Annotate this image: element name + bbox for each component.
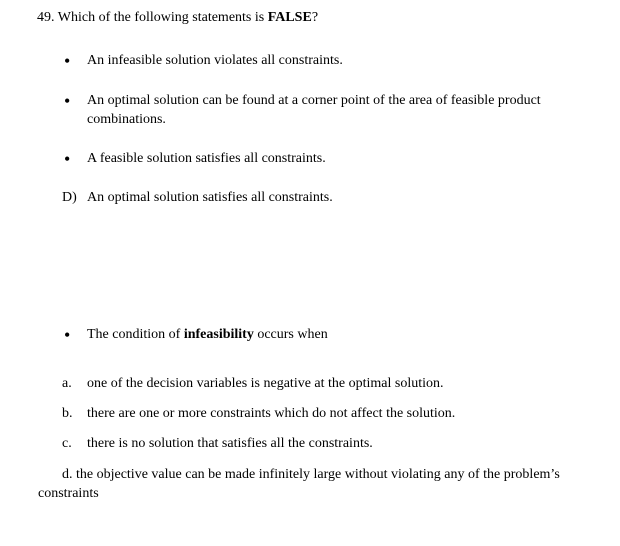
option-1-text: An infeasible solution violates all constraints. xyxy=(87,53,343,68)
option-b-text: there are one or more constraints which do not affect the solution. xyxy=(87,406,456,421)
option-2-line-1: An optimal solution can be found at a corner point of the area of feasible product xyxy=(87,93,541,108)
bullet-icon: • xyxy=(64,91,71,111)
question-49-text: Which of the following statements is xyxy=(57,10,265,25)
option-2-line-2: combinations. xyxy=(87,112,166,127)
bullet-icon: • xyxy=(64,149,71,169)
option-d-text: An optimal solution satisfies all constraints. xyxy=(87,190,333,205)
question-50-emphasis: infeasibility xyxy=(183,327,254,342)
question-49-mark: ? xyxy=(311,10,319,25)
question-50-text-end: occurs when xyxy=(257,327,328,342)
option-d-line-1: d. the objective value can be made infinitely large without violating any of the problem’s xyxy=(62,467,560,482)
bullet-icon: • xyxy=(64,325,71,345)
question-50-stem xyxy=(87,326,328,344)
question-49-emphasis: FALSE xyxy=(267,10,312,25)
option-c-marker: c. xyxy=(62,436,72,451)
option-d-line-2: constraints xyxy=(38,486,99,501)
option-3-text: A feasible solution satisfies all constraints. xyxy=(87,151,326,166)
bullet-icon: • xyxy=(64,51,71,71)
option-a-marker: a. xyxy=(62,376,72,391)
question-50-text: The condition of xyxy=(87,327,181,342)
option-b-marker: b. xyxy=(62,406,73,421)
question-49-stem xyxy=(37,9,318,27)
option-c-text: there is no solution that satisfies all the constraints. xyxy=(87,436,373,451)
question-49-number: 49. xyxy=(37,10,55,25)
option-a-text: one of the decision variables is negative at the optimal solution. xyxy=(87,376,444,391)
option-d-marker: D) xyxy=(62,190,77,205)
